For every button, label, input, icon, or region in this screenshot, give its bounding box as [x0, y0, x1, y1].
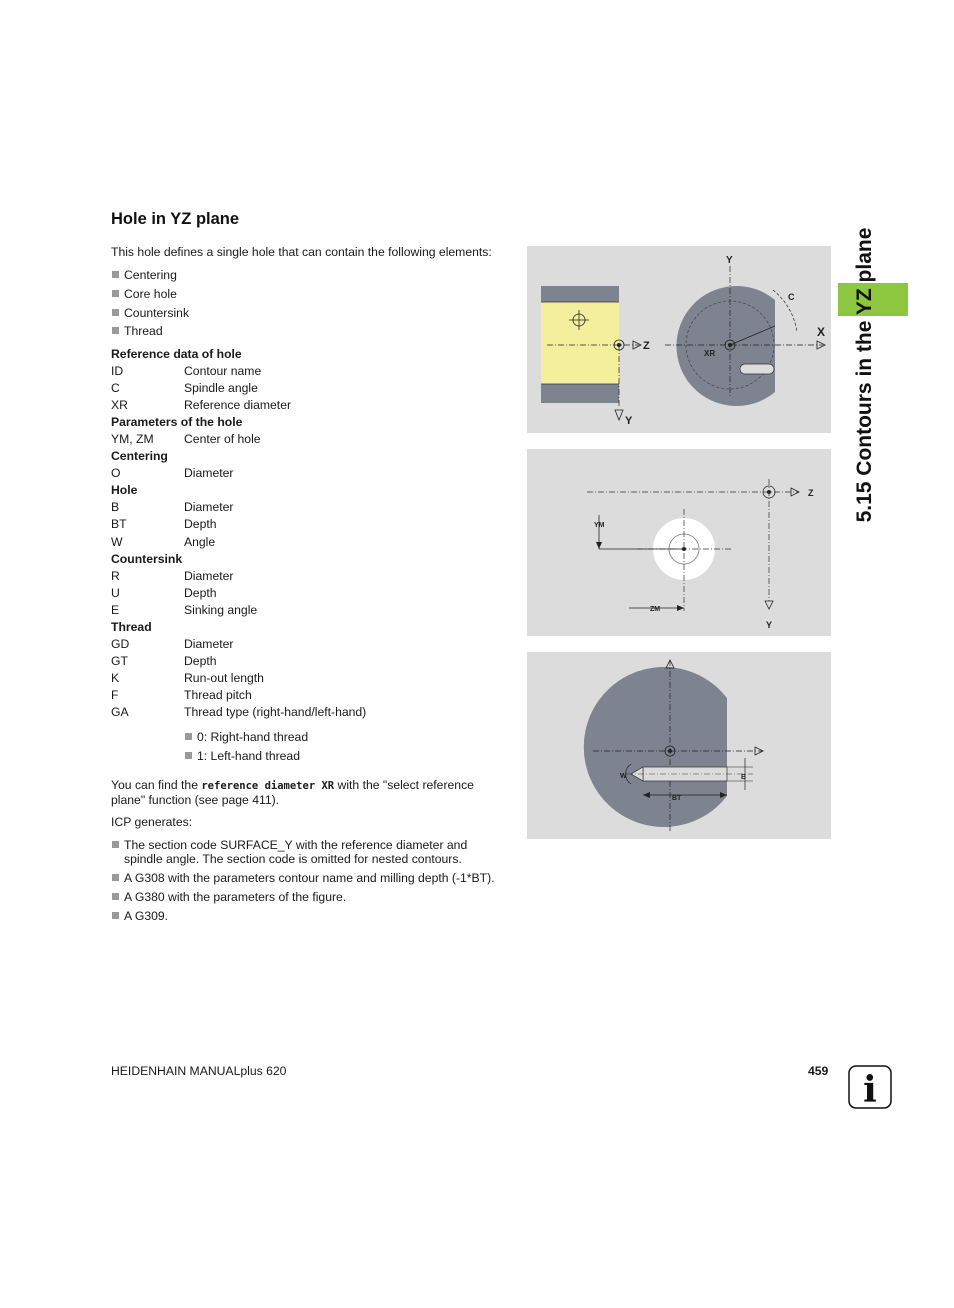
- axis-label: Z: [643, 340, 650, 352]
- icp-intro: ICP generates:: [111, 815, 193, 829]
- dimension-label: YM: [594, 522, 605, 529]
- reference-paragraph: You can find the reference diameter XR with the "select reference plane" function (see page 411).: [111, 778, 474, 807]
- bullet-square-icon: [112, 841, 119, 848]
- dimension-label: BT: [672, 795, 682, 802]
- figure-hole-depth: [527, 652, 831, 839]
- parameter-table: [111, 347, 511, 722]
- elements-list: [111, 268, 189, 343]
- bullet-square-icon: [185, 733, 192, 740]
- section-title: Hole in YZ plane: [111, 210, 240, 228]
- bullet-square-icon: [112, 893, 119, 900]
- param-row: F Thread pitch: [111, 687, 252, 702]
- param-row: GD Diameter: [111, 636, 234, 651]
- param-group-heading: Centering: [111, 449, 168, 464]
- axis-label: Z: [808, 488, 814, 498]
- param-row: ID Contour name: [111, 364, 262, 379]
- chapter-side-title: 5.15 Contours in the YZ plane: [853, 227, 876, 523]
- bullet-square-icon: [112, 290, 119, 297]
- list-item: Thread: [111, 324, 189, 343]
- param-row: E Sinking angle: [111, 602, 258, 617]
- bullet-square-icon: [112, 327, 119, 334]
- param-row: B Diameter: [111, 500, 234, 515]
- param-row: C Spindle angle: [111, 381, 258, 396]
- param-row: GT Depth: [111, 653, 217, 668]
- figure-hole-overview: [527, 246, 831, 433]
- list-item: A G309.: [111, 909, 501, 923]
- page-number: 459: [808, 1064, 829, 1078]
- axis-label: Y: [766, 620, 773, 630]
- figure-hole-position: [527, 449, 831, 636]
- param-group-heading: Hole: [111, 483, 138, 498]
- axis-label: X: [817, 325, 826, 339]
- bullet-square-icon: [185, 752, 192, 759]
- axis-label: Y: [726, 255, 733, 266]
- svg-text:i: i: [863, 1069, 877, 1109]
- workpiece-front-view: [676, 286, 775, 406]
- param-row: BT Depth: [111, 517, 217, 532]
- list-item: Centering: [111, 268, 189, 287]
- workpiece-front-view: [584, 667, 727, 827]
- list-item: 1: Left-hand thread: [184, 749, 308, 768]
- list-item: A G308 with the parameters contour name and milling depth (-1*BT).: [111, 871, 501, 885]
- figure-hole-position-drawing: [527, 449, 831, 636]
- generates-list: [111, 838, 501, 928]
- param-group-heading: Parameters of the hole: [111, 415, 243, 430]
- list-item: 0: Right-hand thread: [184, 730, 308, 749]
- bullet-square-icon: [112, 912, 119, 919]
- bullet-square-icon: [112, 271, 119, 278]
- list-item: Core hole: [111, 287, 189, 306]
- axis-label: Y: [625, 415, 633, 427]
- param-row: K Run-out length: [111, 670, 264, 685]
- figure-hole-depth-drawing: [527, 652, 831, 839]
- list-item: A G380 with the parameters of the figure.: [111, 890, 501, 904]
- dimension-label: XR: [704, 349, 716, 358]
- param-group-heading: Countersink: [111, 551, 183, 566]
- code-term: reference diameter XR: [201, 780, 335, 792]
- param-group-heading: Reference data of hole: [111, 347, 242, 361]
- param-group-heading: Thread: [111, 619, 152, 634]
- dimension-label: W: [620, 773, 627, 780]
- dimension-label: C: [788, 292, 795, 302]
- thread-type-list: [184, 730, 308, 768]
- list-item: Countersink: [111, 306, 189, 325]
- param-row: U Depth: [111, 585, 217, 600]
- param-row: XR Reference diameter: [111, 398, 292, 413]
- bullet-square-icon: [112, 874, 119, 881]
- info-icon: [848, 1065, 892, 1109]
- figure-hole-overview-drawing: [527, 246, 831, 433]
- param-row: GA Thread type (right-hand/left-hand): [111, 704, 367, 719]
- bullet-square-icon: [112, 309, 119, 316]
- dimension-label: ZM: [650, 606, 661, 613]
- intro-text: This hole defines a single hole that can contain the following elements:: [111, 245, 492, 259]
- footer-product: HEIDENHAIN MANUALplus 620: [111, 1064, 287, 1078]
- list-item: The section code SURFACE_Y with the reference diameter and spindle angle. The section code is omitted for nested contours.: [111, 838, 501, 866]
- param-row: R Diameter: [111, 568, 234, 583]
- param-row: W Angle: [111, 534, 216, 549]
- param-row: O Diameter: [111, 466, 234, 481]
- dimension-label: B: [741, 774, 747, 781]
- param-row: YM, ZM Center of hole: [111, 432, 261, 447]
